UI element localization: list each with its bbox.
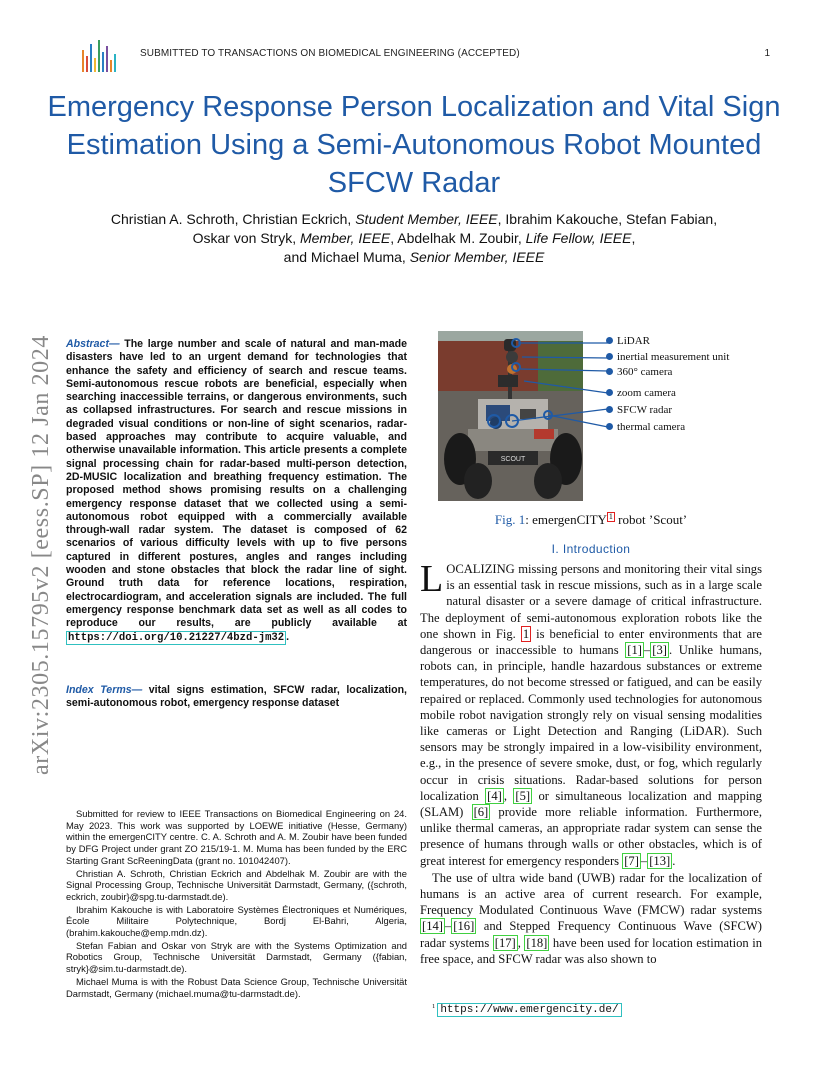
robot-name-label: SCOUT <box>500 456 526 463</box>
footnote-right <box>432 1003 622 1016</box>
introduction-body <box>420 558 763 968</box>
author-role: Senior Member, IEEE <box>409 249 545 265</box>
bullet-icon <box>606 389 613 396</box>
footnote-paragraph: Submitted for review to IEEE Transactions on Biomedical Engineering on 24. May 2023. This work was supported by LOEWE initiative (Hesse, Germany) within the emergenCITY centre. C. A. Schroth and A. M. Zoubir have been funded by DFG Project under grant ZO 215/19-1. M. Muma has been funded by the ERC Starting Grant ScReeningData (grant no. 101042407). <box>66 808 407 866</box>
citation-link[interactable]: [7] <box>624 853 639 868</box>
figure-caption <box>420 512 762 528</box>
figure-ref[interactable]: 1 <box>522 626 530 641</box>
author-role: Member, IEEE <box>299 230 391 246</box>
label-zoom-camera: zoom camera <box>606 387 676 399</box>
citation-link[interactable]: [5] <box>515 788 531 803</box>
citation-link[interactable]: [16] <box>453 919 475 934</box>
footnote-paragraph: Stefan Fabian and Oskar von Stryk are with the Systems Optimization and Robotics Group, Technische Universität Darmstadt, Germany ({fabian, stryk}@sim.tu-darmstadt.de). <box>66 939 407 975</box>
citation-link[interactable]: [1] <box>627 643 642 658</box>
caption-text: : emergenCITY <box>525 512 607 527</box>
author-text: and Michael Muma, <box>283 249 410 265</box>
section-heading: I. Introduction <box>551 542 631 556</box>
bullet-icon <box>606 406 613 413</box>
author-text: Oskar von Stryk, <box>192 230 300 246</box>
page-number: 1 <box>764 48 770 59</box>
citation-link[interactable]: [4] <box>487 788 502 803</box>
bullet-icon <box>606 423 613 430</box>
author-text: , <box>631 230 636 246</box>
drop-cap: L <box>420 558 444 600</box>
citation-link[interactable]: [6] <box>473 805 489 820</box>
bullet-icon <box>606 353 613 360</box>
index-terms-label: Index Terms— <box>66 684 143 696</box>
footnotes-left <box>66 808 407 1000</box>
footnote-mark: 1 <box>432 1003 436 1010</box>
bullet-icon <box>606 337 613 344</box>
caption-text-end: robot ’Scout’ <box>614 512 688 527</box>
author-role: Life Fellow, IEEE <box>525 230 632 246</box>
journal-header: SUBMITTED TO TRANSACTIONS ON BIOMEDICAL ENGINEERING (ACCEPTED) <box>140 48 520 59</box>
citation-link[interactable]: [14] <box>422 919 443 934</box>
citation-link[interactable]: [13] <box>649 853 671 868</box>
arxiv-identifier: arXiv:2305.15795v2 [eess.SP] 12 Jan 2024 <box>28 335 54 775</box>
footnote-url-link[interactable]: https://www.emergencity.de/ <box>437 1003 621 1017</box>
footnote-paragraph: Ibrahim Kakouche is with Laboratoire Systèmes Électroniques et Numériques, École Militaire Polytechnique, Bordj El-Bahri, Algeria, (brahim.kakouche@emp.mdn.dz). <box>66 903 407 939</box>
index-terms-text: vital signs estimation, SFCW radar, localization, semi-autonomous robot, emergency response dataset <box>66 684 407 710</box>
citation-link[interactable]: [18] <box>526 935 548 950</box>
citation-link[interactable]: [17] <box>494 935 516 950</box>
author-list <box>40 210 788 267</box>
abstract-text: The large number and scale of natural and man-made disasters have led to an urgent demand for technologies that enhance the safety and efficiency of search and rescue teams. Semi-autonomous rescue robots are beneficial, especially when searching inaccessible terrains, or dangerous environments, such as collapsed infrastructures. For search and rescue missions in degraded visual conditions or non-line of sight scenarios, radar-based approaches may contribute to acquire valuable, and otherwise unavailable information. This article presents a complete signal processing chain for radar-based multi-person detection, 2D-MUSIC localization and breathing frequency estimation. The proposed method shows promising results on a challenging emergency response dataset that we collected using a semi-autonomous robot equipped with a commercially available through-wall radar system. The dataset is composed of 62 scenarios of various difficulty levels with up to five persons captured in different postures, angles and ranges including wooden and stone obstacles that block the radar line of sight. Ground truth data for reference locations, respiration, electrocardiogram, and acceleration signals are included. The full emergency response benchmark data set as well as all codes to reproduce our results, are publicly available at <box>66 338 407 630</box>
index-terms <box>66 684 407 711</box>
abstract-end: . <box>286 630 290 643</box>
label-lidar: LiDAR <box>606 335 650 347</box>
citation-link[interactable]: [3] <box>652 643 667 658</box>
label-sfcw-radar: SFCW radar <box>606 404 672 416</box>
paper-title: Emergency Response Person Localization and Vital Sign Estimation Using a Semi-Autonomous Robot Mounted SFCW Radar <box>47 91 781 199</box>
figure-number: Fig. 1 <box>494 512 526 527</box>
label-imu: inertial measurement unit <box>606 351 729 363</box>
footnote-paragraph: Christian A. Schroth, Christian Eckrich and Abdelhak M. Zoubir are with the Signal Processing Group, Technische Universität Darmstadt, Germany, ({schroth, eckrich, zoubir}@spg.tu-darmstadt.de). <box>66 867 407 902</box>
paragraph: The use of ultra wide band (UWB) radar for the localization of humans is an active area of current research. For example, Frequency Modulated Continuous Wave (FMCW) radar systems [14] – [16] and Stepped Frequency Continuous Wave (SFCW) radar systems [17] , [18] have been used for location estimation in free space, and SFCW radar was also shown to <box>420 870 763 966</box>
bullet-icon <box>606 368 613 375</box>
label-thermal-camera: thermal camera <box>606 421 685 433</box>
abstract <box>66 338 407 645</box>
footnote-ref[interactable]: 1 <box>608 512 613 521</box>
label-360-camera: 360° camera <box>606 366 672 378</box>
doi-link[interactable]: https://doi.org/10.21227/4bzd-jm32 <box>68 631 285 644</box>
footnote-paragraph: Michael Muma is with the Robust Data Science Group, Technische Universität Darmstadt, Germany (michael.muma@tu-darmstadt.de). <box>66 975 407 999</box>
author-text: , Ibrahim Kakouche, Stefan Fabian, <box>497 211 718 227</box>
journal-logo-icon <box>78 36 120 76</box>
author-text: Christian A. Schroth, Christian Eckrich, <box>110 211 356 227</box>
callout-lines <box>438 331 613 441</box>
author-role: Student Member, IEEE <box>355 211 498 227</box>
paragraph: LOCALIZING missing persons and monitoring their vital sings is an essential task in rescue missions, such as in a large scale natural disaster or a severe damage of critical infrastructure. The deployment of semi-autonomous exploration robots like the one shown in Fig. 1 is beneficial to enter environments that are dangerous or inaccessible to humans [1] – [3] . Unlike humans, robots can, in principle, handle hazardous substances or extreme temperatures, do not become stressed or fatigued, and can be easily repaired or replaced. Commonly used technologies for autonomous mobile robot navigation strongly rely on visual sensing modalities like cameras or Light Detection and Ranging (LiDAR). Such sensors may be strongly impaired in a low-visibility environment, e.g., in the presence of severe smoke, dust, or fog, which regularly occur in crisis situations. Radar-based solutions for person localization [4] , [5] or simultaneous localization and mapping (SLAM) [6] provide more reliable information. Furthermore, unlike thermal cameras, an appropriate radar system can sense the presence of humans through walls or other obstacles, which is of great interest for emergency responders [7] – [13] . <box>420 558 762 868</box>
abstract-label: Abstract— <box>66 338 120 350</box>
author-text: , Abdelhak M. Zoubir, <box>390 230 526 246</box>
